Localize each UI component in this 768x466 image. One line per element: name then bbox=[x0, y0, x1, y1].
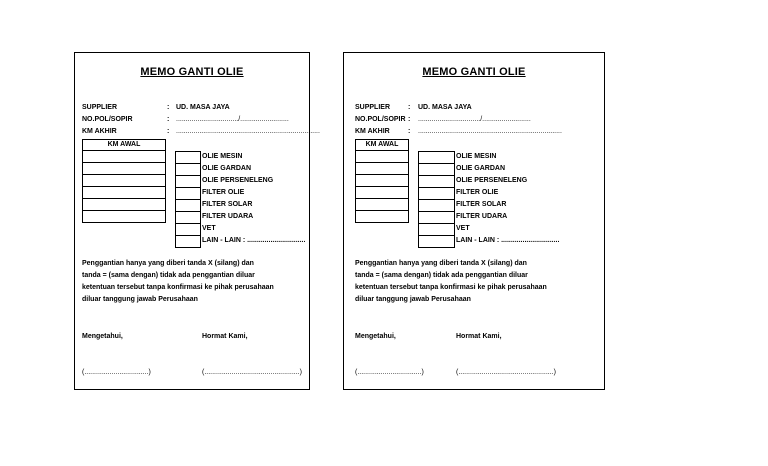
nopol-label: NO.POL/SOPIR bbox=[355, 116, 406, 123]
note-line: ketentuan tersebut tanpa konfirmasi ke pihak perusahaan bbox=[355, 284, 547, 291]
mengetahui-label: Mengetahui, bbox=[355, 333, 396, 340]
km-akhir-colon: : bbox=[408, 128, 411, 135]
memo-title: MEMO GANTI OLIE bbox=[140, 66, 244, 78]
km-akhir-label: KM AKHIR bbox=[82, 128, 117, 135]
km-akhir-colon: : bbox=[167, 128, 170, 135]
memo-form-left bbox=[74, 52, 320, 390]
supplier-label: SUPPLIER bbox=[355, 104, 391, 111]
memo-form-right bbox=[343, 52, 605, 390]
item-label: LAIN - LAIN : .............................. bbox=[456, 237, 560, 244]
nopol-label: NO.POL/SOPIR bbox=[82, 116, 133, 123]
nopol-colon: : bbox=[408, 116, 411, 123]
km-akhir-value: .......................................................................... bbox=[176, 128, 320, 135]
item-label: FILTER SOLAR bbox=[456, 201, 507, 208]
km-awal-cell bbox=[82, 210, 166, 223]
supplier-label: SUPPLIER bbox=[82, 104, 118, 111]
note-line: Penggantian hanya yang diberi tanda X (silang) dan bbox=[355, 260, 527, 267]
nopol-value: ................................/......................... bbox=[418, 116, 531, 123]
note-line: tanda = (sama dengan) tidak ada penggantian diluar bbox=[82, 272, 255, 279]
supplier-colon: : bbox=[167, 104, 170, 111]
supplier-colon: : bbox=[408, 104, 411, 111]
item-label: OLIE MESIN bbox=[456, 153, 497, 160]
item-label: LAIN - LAIN : .............................. bbox=[202, 237, 306, 244]
signature-line-right: (.................................................) bbox=[202, 369, 302, 376]
item-label: FILTER UDARA bbox=[456, 213, 508, 220]
item-label: OLIE PERSENELENG bbox=[202, 177, 274, 184]
km-awal-header: KM AWAL bbox=[82, 139, 166, 151]
checkbox-lain-lain[interactable] bbox=[418, 235, 455, 248]
item-label: FILTER UDARA bbox=[202, 213, 254, 220]
km-akhir-value: .......................................................................... bbox=[418, 128, 562, 135]
item-label: VET bbox=[202, 225, 216, 232]
note-line: Penggantian hanya yang diberi tanda X (silang) dan bbox=[82, 260, 254, 267]
note-line: diluar tanggung jawab Perusahaan bbox=[82, 296, 198, 303]
item-label: OLIE GARDAN bbox=[202, 165, 251, 172]
note-line: ketentuan tersebut tanpa konfirmasi ke pihak perusahaan bbox=[82, 284, 274, 291]
supplier-value: UD. MASA JAYA bbox=[176, 104, 230, 111]
nopol-colon: : bbox=[167, 116, 170, 123]
supplier-value: UD. MASA JAYA bbox=[418, 104, 472, 111]
signature-line-left: (.................................) bbox=[355, 369, 424, 376]
item-label: OLIE MESIN bbox=[202, 153, 243, 160]
signature-line-left: (.................................) bbox=[82, 369, 151, 376]
signature-line-right: (.................................................) bbox=[456, 369, 556, 376]
checkbox-lain-lain[interactable] bbox=[175, 235, 201, 248]
km-akhir-label: KM AKHIR bbox=[355, 128, 390, 135]
item-label: FILTER OLIE bbox=[456, 189, 499, 196]
memo-title: MEMO GANTI OLIE bbox=[422, 66, 526, 78]
item-label: VET bbox=[456, 225, 470, 232]
mengetahui-label: Mengetahui, bbox=[82, 333, 123, 340]
note-line: diluar tanggung jawab Perusahaan bbox=[355, 296, 471, 303]
hormat-kami-label: Hormat Kami, bbox=[202, 333, 248, 340]
hormat-kami-label: Hormat Kami, bbox=[456, 333, 502, 340]
item-label: FILTER OLIE bbox=[202, 189, 245, 196]
note-line: tanda = (sama dengan) tidak ada penggantian diluar bbox=[355, 272, 528, 279]
km-awal-header: KM AWAL bbox=[355, 139, 409, 151]
nopol-value: ................................/......................... bbox=[176, 116, 289, 123]
item-label: OLIE PERSENELENG bbox=[456, 177, 528, 184]
item-label: OLIE GARDAN bbox=[456, 165, 505, 172]
km-awal-cell bbox=[355, 210, 409, 223]
item-label: FILTER SOLAR bbox=[202, 201, 253, 208]
